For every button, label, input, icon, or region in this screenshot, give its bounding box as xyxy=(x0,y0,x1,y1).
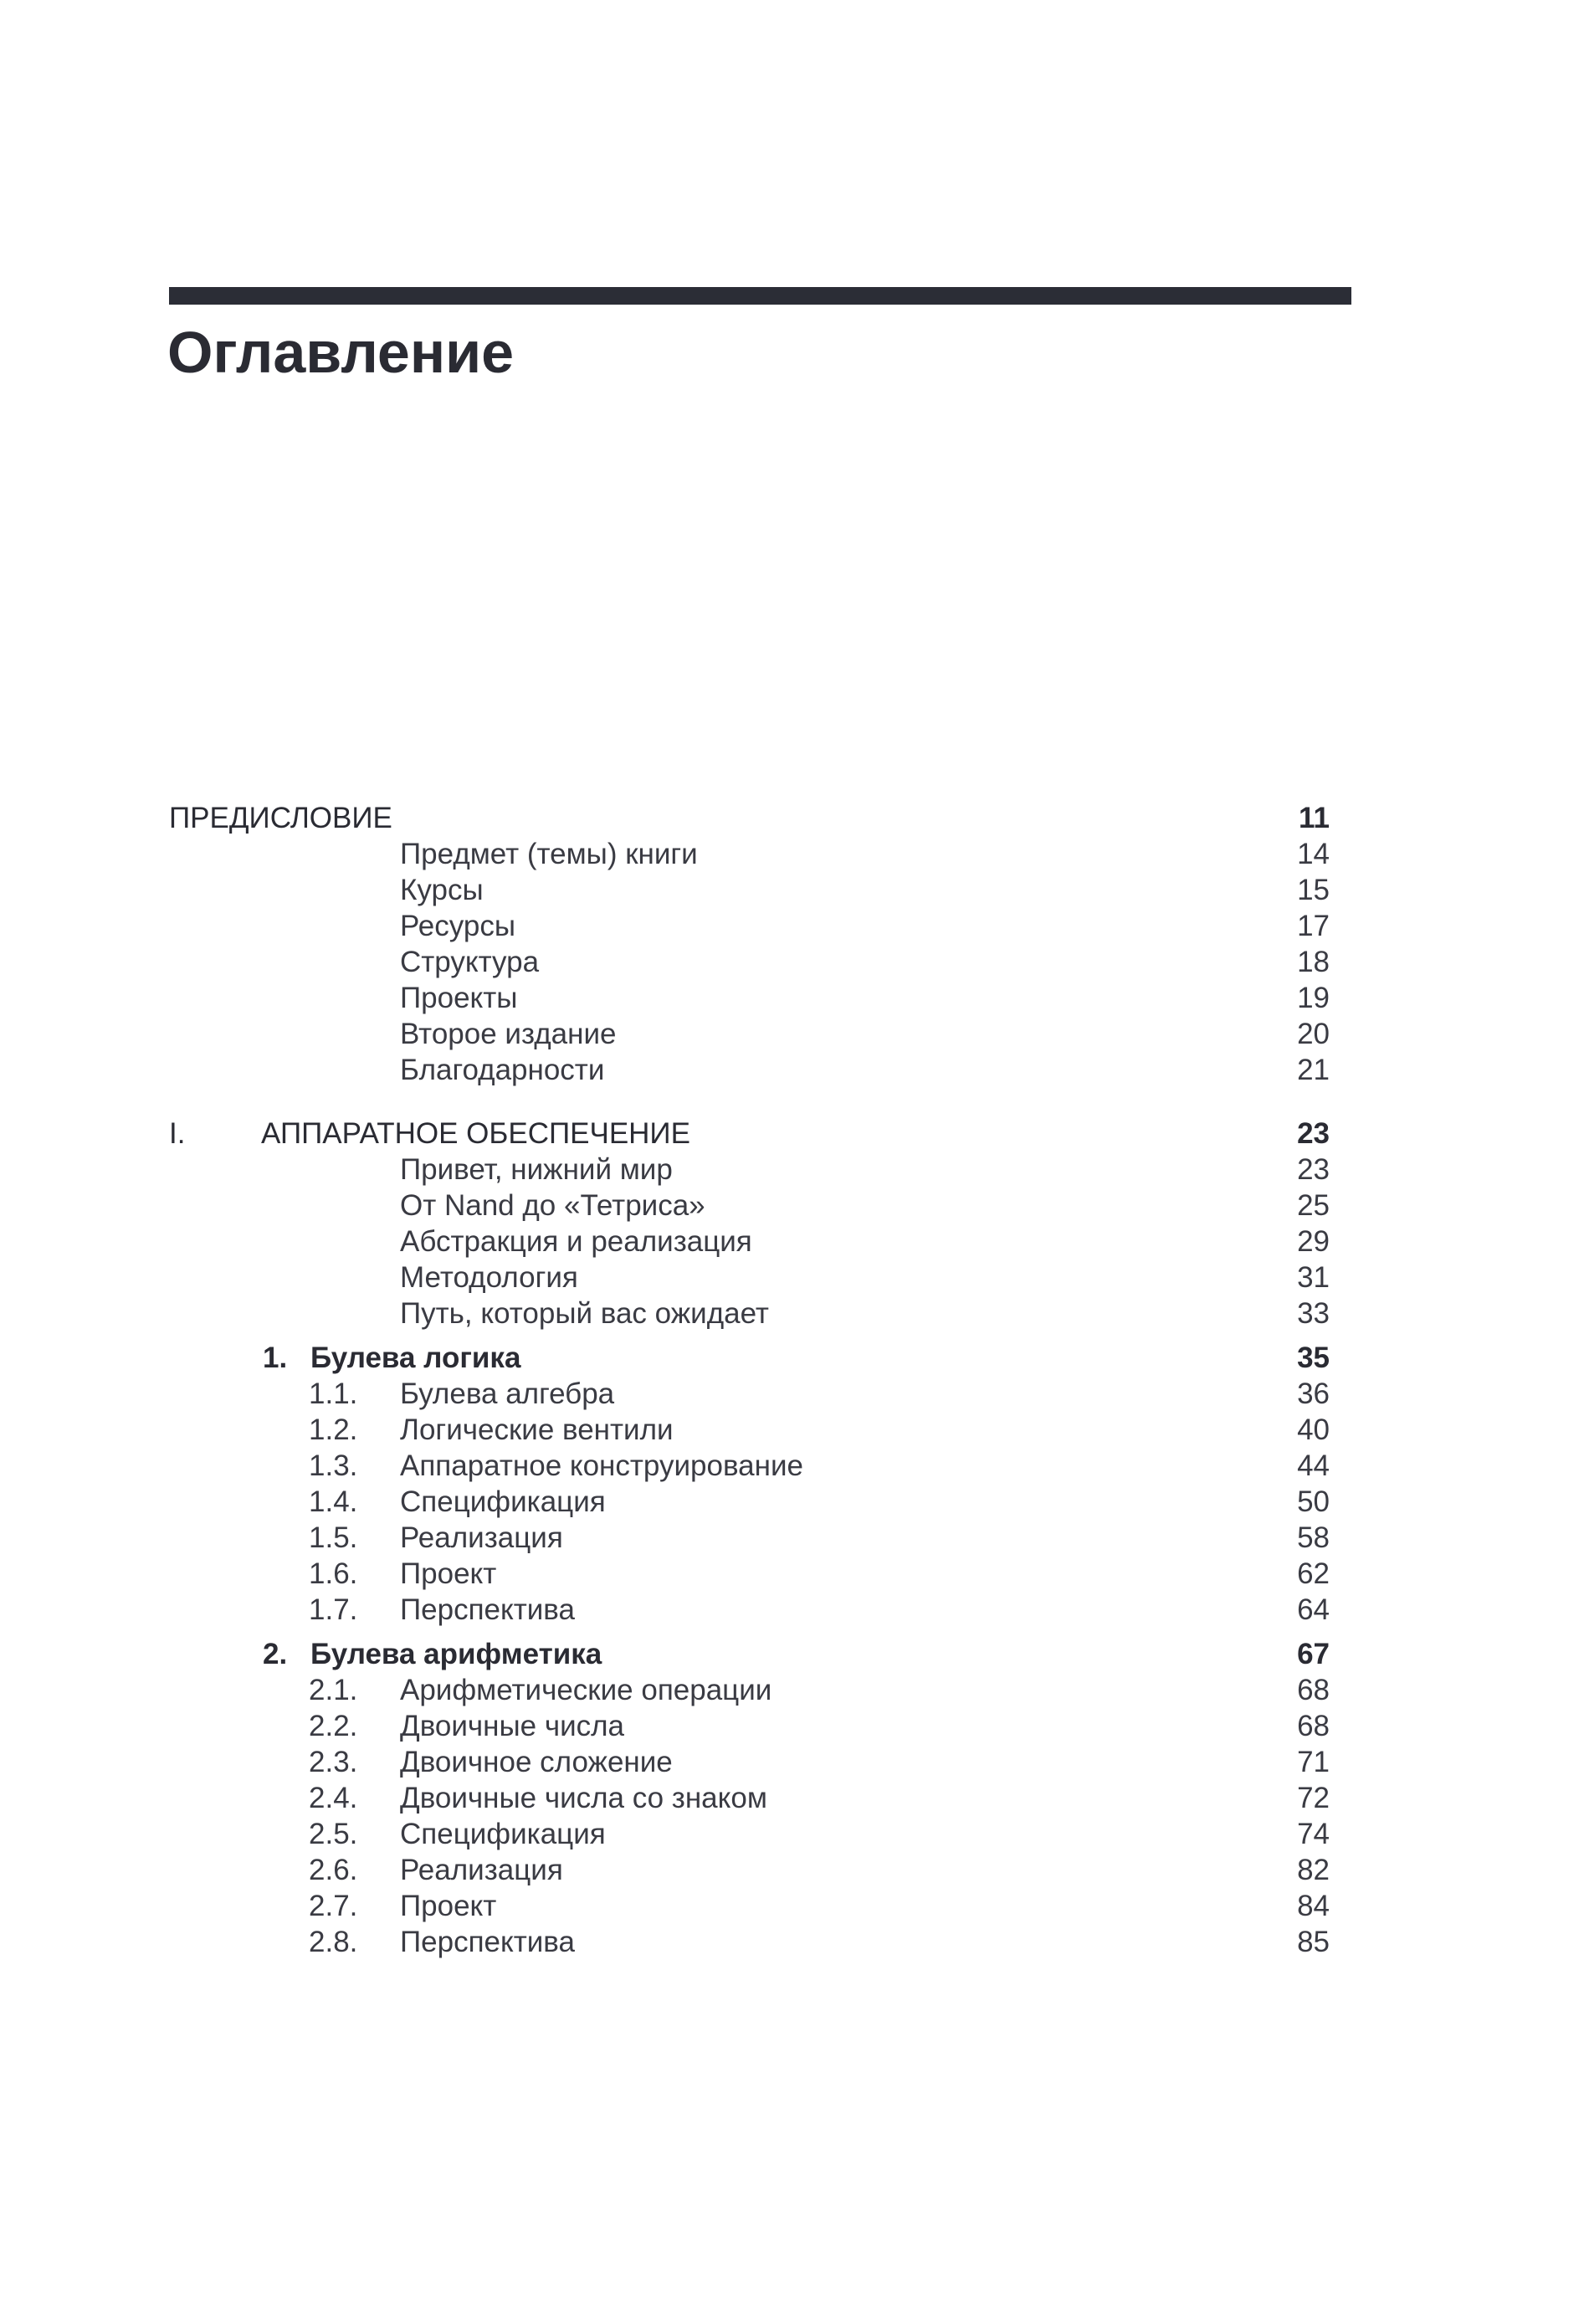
toc-entry-page: 15 xyxy=(1297,874,1330,906)
toc-entry-page: 71 xyxy=(1297,1746,1330,1778)
toc-entry-label: Двоичное сложение xyxy=(400,1746,673,1778)
toc-entry-label: Ресурсы xyxy=(400,910,516,942)
toc-entry[interactable] xyxy=(0,1376,1584,1412)
toc-entry-label: Предмет (темы) книги xyxy=(400,838,698,870)
toc-entry[interactable] xyxy=(0,1224,1584,1259)
toc-entry[interactable] xyxy=(0,1888,1584,1924)
toc-entry[interactable] xyxy=(0,1188,1584,1224)
toc-entry[interactable] xyxy=(0,1780,1584,1816)
toc-entry-label: Булева арифметика xyxy=(310,1638,602,1670)
toc-entry-page: 17 xyxy=(1297,910,1330,942)
toc-entry-number: 1. xyxy=(263,1342,288,1374)
toc-entry-label: Благодарности xyxy=(400,1054,605,1086)
toc-entry-page: 35 xyxy=(1297,1342,1330,1374)
toc-entry-label: Привет, нижний мир xyxy=(400,1153,673,1186)
toc-entry-label: Проект xyxy=(400,1890,497,1922)
toc-entry[interactable] xyxy=(0,836,1584,872)
toc-entry-number: 1.5. xyxy=(309,1521,358,1554)
toc-entry[interactable] xyxy=(0,1520,1584,1556)
toc-entry-number: 1.2. xyxy=(309,1413,358,1446)
toc-entry[interactable] xyxy=(0,1708,1584,1744)
toc-entry[interactable] xyxy=(0,1448,1584,1484)
toc-entry-label: Абстракция и реализация xyxy=(400,1225,752,1258)
toc-entry-page: 23 xyxy=(1297,1153,1330,1186)
page-title: Оглавление xyxy=(167,320,515,385)
toc-entry-page: 23 xyxy=(1297,1117,1330,1150)
toc-entry-label: Перспектива xyxy=(400,1926,575,1958)
toc-entry-label: Логические вентили xyxy=(400,1413,674,1446)
toc-entry-page: 11 xyxy=(1299,802,1330,834)
toc-entry-label: Реализация xyxy=(400,1521,563,1554)
toc-entry-number: 2.8. xyxy=(309,1926,358,1958)
toc-entry[interactable] xyxy=(0,1592,1584,1628)
toc-entry-chapter[interactable] xyxy=(0,1340,1584,1376)
toc-entry-number: I. xyxy=(169,1117,186,1150)
toc-entry-number: 1.1. xyxy=(309,1377,358,1410)
toc-entry-label: От Nand до «Тетриса» xyxy=(400,1189,705,1222)
toc-entry-label: Реализация xyxy=(400,1854,563,1886)
toc-entry-number: 1.3. xyxy=(309,1449,358,1482)
toc-entry-page: 40 xyxy=(1297,1413,1330,1446)
toc-entry[interactable] xyxy=(0,1259,1584,1295)
toc-entry[interactable] xyxy=(0,908,1584,944)
toc-entry-label: Аппаратное конструирование xyxy=(400,1449,803,1482)
toc-entry[interactable] xyxy=(0,1852,1584,1888)
toc-entry-label: Второе издание xyxy=(400,1018,617,1050)
toc-entry-page: 64 xyxy=(1297,1593,1330,1626)
toc-entry-number: 1.7. xyxy=(309,1593,358,1626)
toc-entry-number: 2.7. xyxy=(309,1890,358,1922)
toc-entry-number: 1.4. xyxy=(309,1485,358,1518)
toc-entry-page: 72 xyxy=(1297,1782,1330,1814)
toc-entry-page: 74 xyxy=(1297,1818,1330,1850)
toc-entry-label: Методология xyxy=(400,1261,578,1294)
toc-entry-label: Проекты xyxy=(400,982,518,1014)
toc-entry-label: Перспектива xyxy=(400,1593,575,1626)
toc-entry-preface[interactable] xyxy=(0,800,1584,836)
toc-entry-page: 82 xyxy=(1297,1854,1330,1886)
toc-entry-label: Арифметические операции xyxy=(400,1674,772,1706)
toc-entry-page: 31 xyxy=(1297,1261,1330,1294)
toc-entry-label: Булева алгебра xyxy=(400,1377,615,1410)
toc-entry-page: 14 xyxy=(1297,838,1330,870)
toc-entry-label: Путь, который вас ожидает xyxy=(400,1297,769,1330)
toc-entry-page: 33 xyxy=(1297,1297,1330,1330)
toc-entry[interactable] xyxy=(0,1152,1584,1188)
toc-entry-label: Спецификация xyxy=(400,1485,606,1518)
toc-entry[interactable] xyxy=(0,1295,1584,1331)
toc-entry-number: 2.6. xyxy=(309,1854,358,1886)
toc-entry-label: Курсы xyxy=(400,874,484,906)
toc-entry-part[interactable] xyxy=(0,1116,1584,1152)
toc-entry[interactable] xyxy=(0,1744,1584,1780)
toc-entry-label: Булева логика xyxy=(310,1342,521,1374)
toc-entry[interactable] xyxy=(0,1672,1584,1708)
toc-entry-page: 68 xyxy=(1297,1710,1330,1742)
toc-entry[interactable] xyxy=(0,1924,1584,1960)
toc-entry-label: АППАРАТНОЕ ОБЕСПЕЧЕНИЕ xyxy=(261,1117,690,1150)
toc-entry-number: 2.3. xyxy=(309,1746,358,1778)
toc-entry[interactable] xyxy=(0,1556,1584,1592)
toc-entry-page: 20 xyxy=(1297,1018,1330,1050)
toc-entry-number: 2.5. xyxy=(309,1818,358,1850)
toc-entry-label: Спецификация xyxy=(400,1818,606,1850)
toc-entry-page: 67 xyxy=(1297,1638,1330,1670)
toc-entry-number: 2. xyxy=(263,1638,288,1670)
toc-entry-page: 85 xyxy=(1297,1926,1330,1958)
toc-entry-page: 44 xyxy=(1297,1449,1330,1482)
toc-entry[interactable] xyxy=(0,944,1584,980)
toc-entry-page: 25 xyxy=(1297,1189,1330,1222)
toc-entry-label: Двоичные числа со знаком xyxy=(400,1782,767,1814)
toc-entry-page: 29 xyxy=(1297,1225,1330,1258)
toc-entry-label: Проект xyxy=(400,1557,497,1590)
toc-entry-page: 84 xyxy=(1297,1890,1330,1922)
toc-entry-page: 68 xyxy=(1297,1674,1330,1706)
toc-entry-page: 62 xyxy=(1297,1557,1330,1590)
toc-entry[interactable] xyxy=(0,1484,1584,1520)
toc-entry-page: 50 xyxy=(1297,1485,1330,1518)
toc-entry-label: Структура xyxy=(400,946,540,978)
toc-entry-page: 58 xyxy=(1297,1521,1330,1554)
toc-entry-number: 2.1. xyxy=(309,1674,358,1706)
toc-entry-page: 36 xyxy=(1297,1377,1330,1410)
toc-entry-page: 18 xyxy=(1297,946,1330,978)
toc-entry[interactable] xyxy=(0,1052,1584,1088)
toc-entry-number: 2.4. xyxy=(309,1782,358,1814)
toc-entry[interactable] xyxy=(0,1816,1584,1852)
toc-entry-page: 21 xyxy=(1297,1054,1330,1086)
toc-entry[interactable] xyxy=(0,872,1584,908)
toc-entry-label: ПРЕДИСЛОВИЕ xyxy=(169,802,392,834)
toc-entry-chapter[interactable] xyxy=(0,1636,1584,1672)
toc-entry-number: 1.6. xyxy=(309,1557,358,1590)
toc-entry[interactable] xyxy=(0,1016,1584,1052)
toc-entry-number: 2.2. xyxy=(309,1710,358,1742)
toc-entry[interactable] xyxy=(0,1412,1584,1448)
toc-entry[interactable] xyxy=(0,980,1584,1016)
toc-entry-page: 19 xyxy=(1297,982,1330,1014)
toc-entry-label: Двоичные числа xyxy=(400,1710,625,1742)
